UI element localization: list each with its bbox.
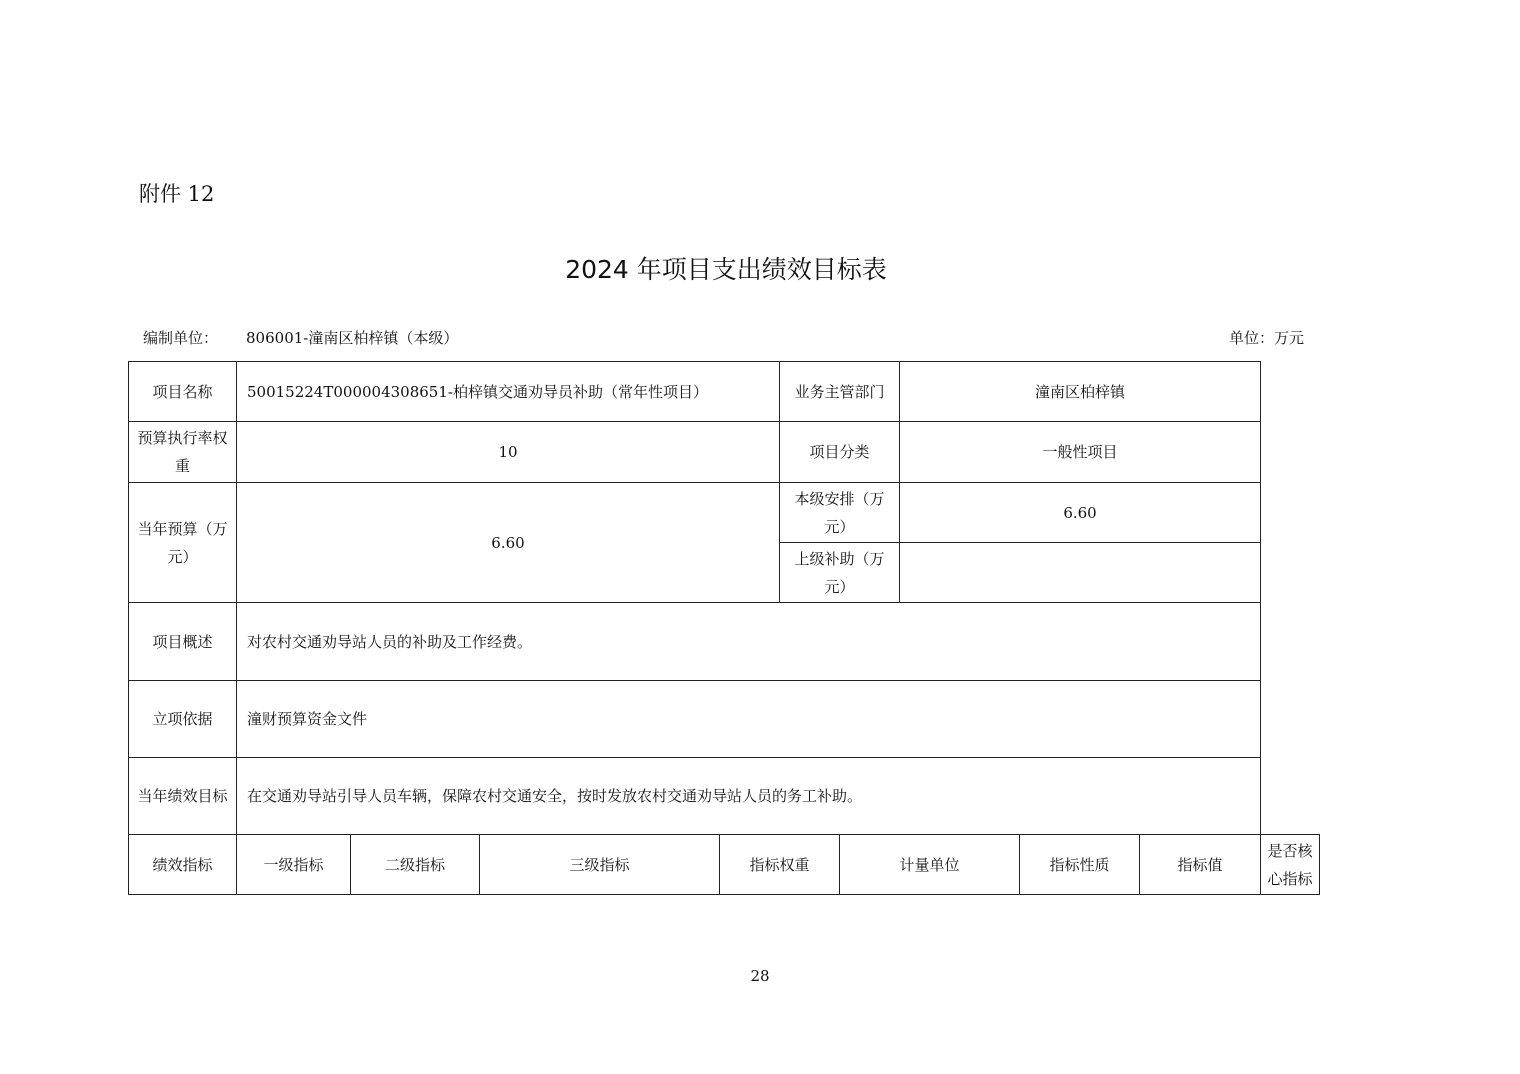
indicator-header: 三级指标: [480, 835, 720, 895]
indicator-header: 一级指标: [237, 835, 351, 895]
basis-value: 潼财预算资金文件: [237, 681, 1261, 758]
indicator-header: 指标性质: [1020, 835, 1140, 895]
indicator-header: 二级指标: [351, 835, 480, 895]
goal-value: 在交通劝导站引导人员车辆，保障农村交通安全，按时发放农村交通劝导站人员的务工补助。: [237, 758, 1261, 835]
dept-value: 潼南区柏梓镇: [900, 362, 1261, 422]
category-value: 一般性项目: [900, 422, 1261, 483]
performance-goal-table: [128, 361, 1320, 895]
indicator-header: 是否核心指标: [1261, 835, 1320, 895]
upper-value: [900, 543, 1261, 603]
org-line: [143, 327, 458, 348]
attachment-label: 附件 12: [139, 182, 215, 206]
goal-label: 当年绩效目标: [129, 758, 237, 835]
indicator-header: 指标权重: [720, 835, 840, 895]
upper-label: 上级补助（万元）: [780, 543, 900, 603]
budget-value: 6.60: [237, 483, 780, 603]
weight-value: 10: [237, 422, 780, 483]
indicator-header: 计量单位: [840, 835, 1020, 895]
org-label: 编制单位：: [143, 329, 219, 347]
page-number: 28: [750, 967, 770, 985]
indicator-header: 绩效指标: [129, 835, 237, 895]
category-label: 项目分类: [780, 422, 900, 483]
basis-label: 立项依据: [129, 681, 237, 758]
budget-label: 当年预算（万元）: [129, 483, 237, 603]
weight-label: 预算执行率权重: [129, 422, 237, 483]
indicator-header: 指标值: [1140, 835, 1261, 895]
dept-label: 业务主管部门: [780, 362, 900, 422]
overview-value: 对农村交通劝导站人员的补助及工作经费。: [237, 603, 1261, 681]
overview-label: 项目概述: [129, 603, 237, 681]
org-value: 806001-潼南区柏梓镇（本级）: [246, 329, 459, 347]
local-value: 6.60: [900, 483, 1261, 543]
unit-label: 单位：万元: [1229, 329, 1305, 347]
local-label: 本级安排（万元）: [780, 483, 900, 543]
project-name-label: 项目名称: [129, 362, 237, 422]
project-name-value: 50015224T000004308651-柏梓镇交通劝导员补助（常年性项目）: [237, 362, 780, 422]
page-title: 2024 年项目支出绩效目标表: [565, 255, 887, 284]
